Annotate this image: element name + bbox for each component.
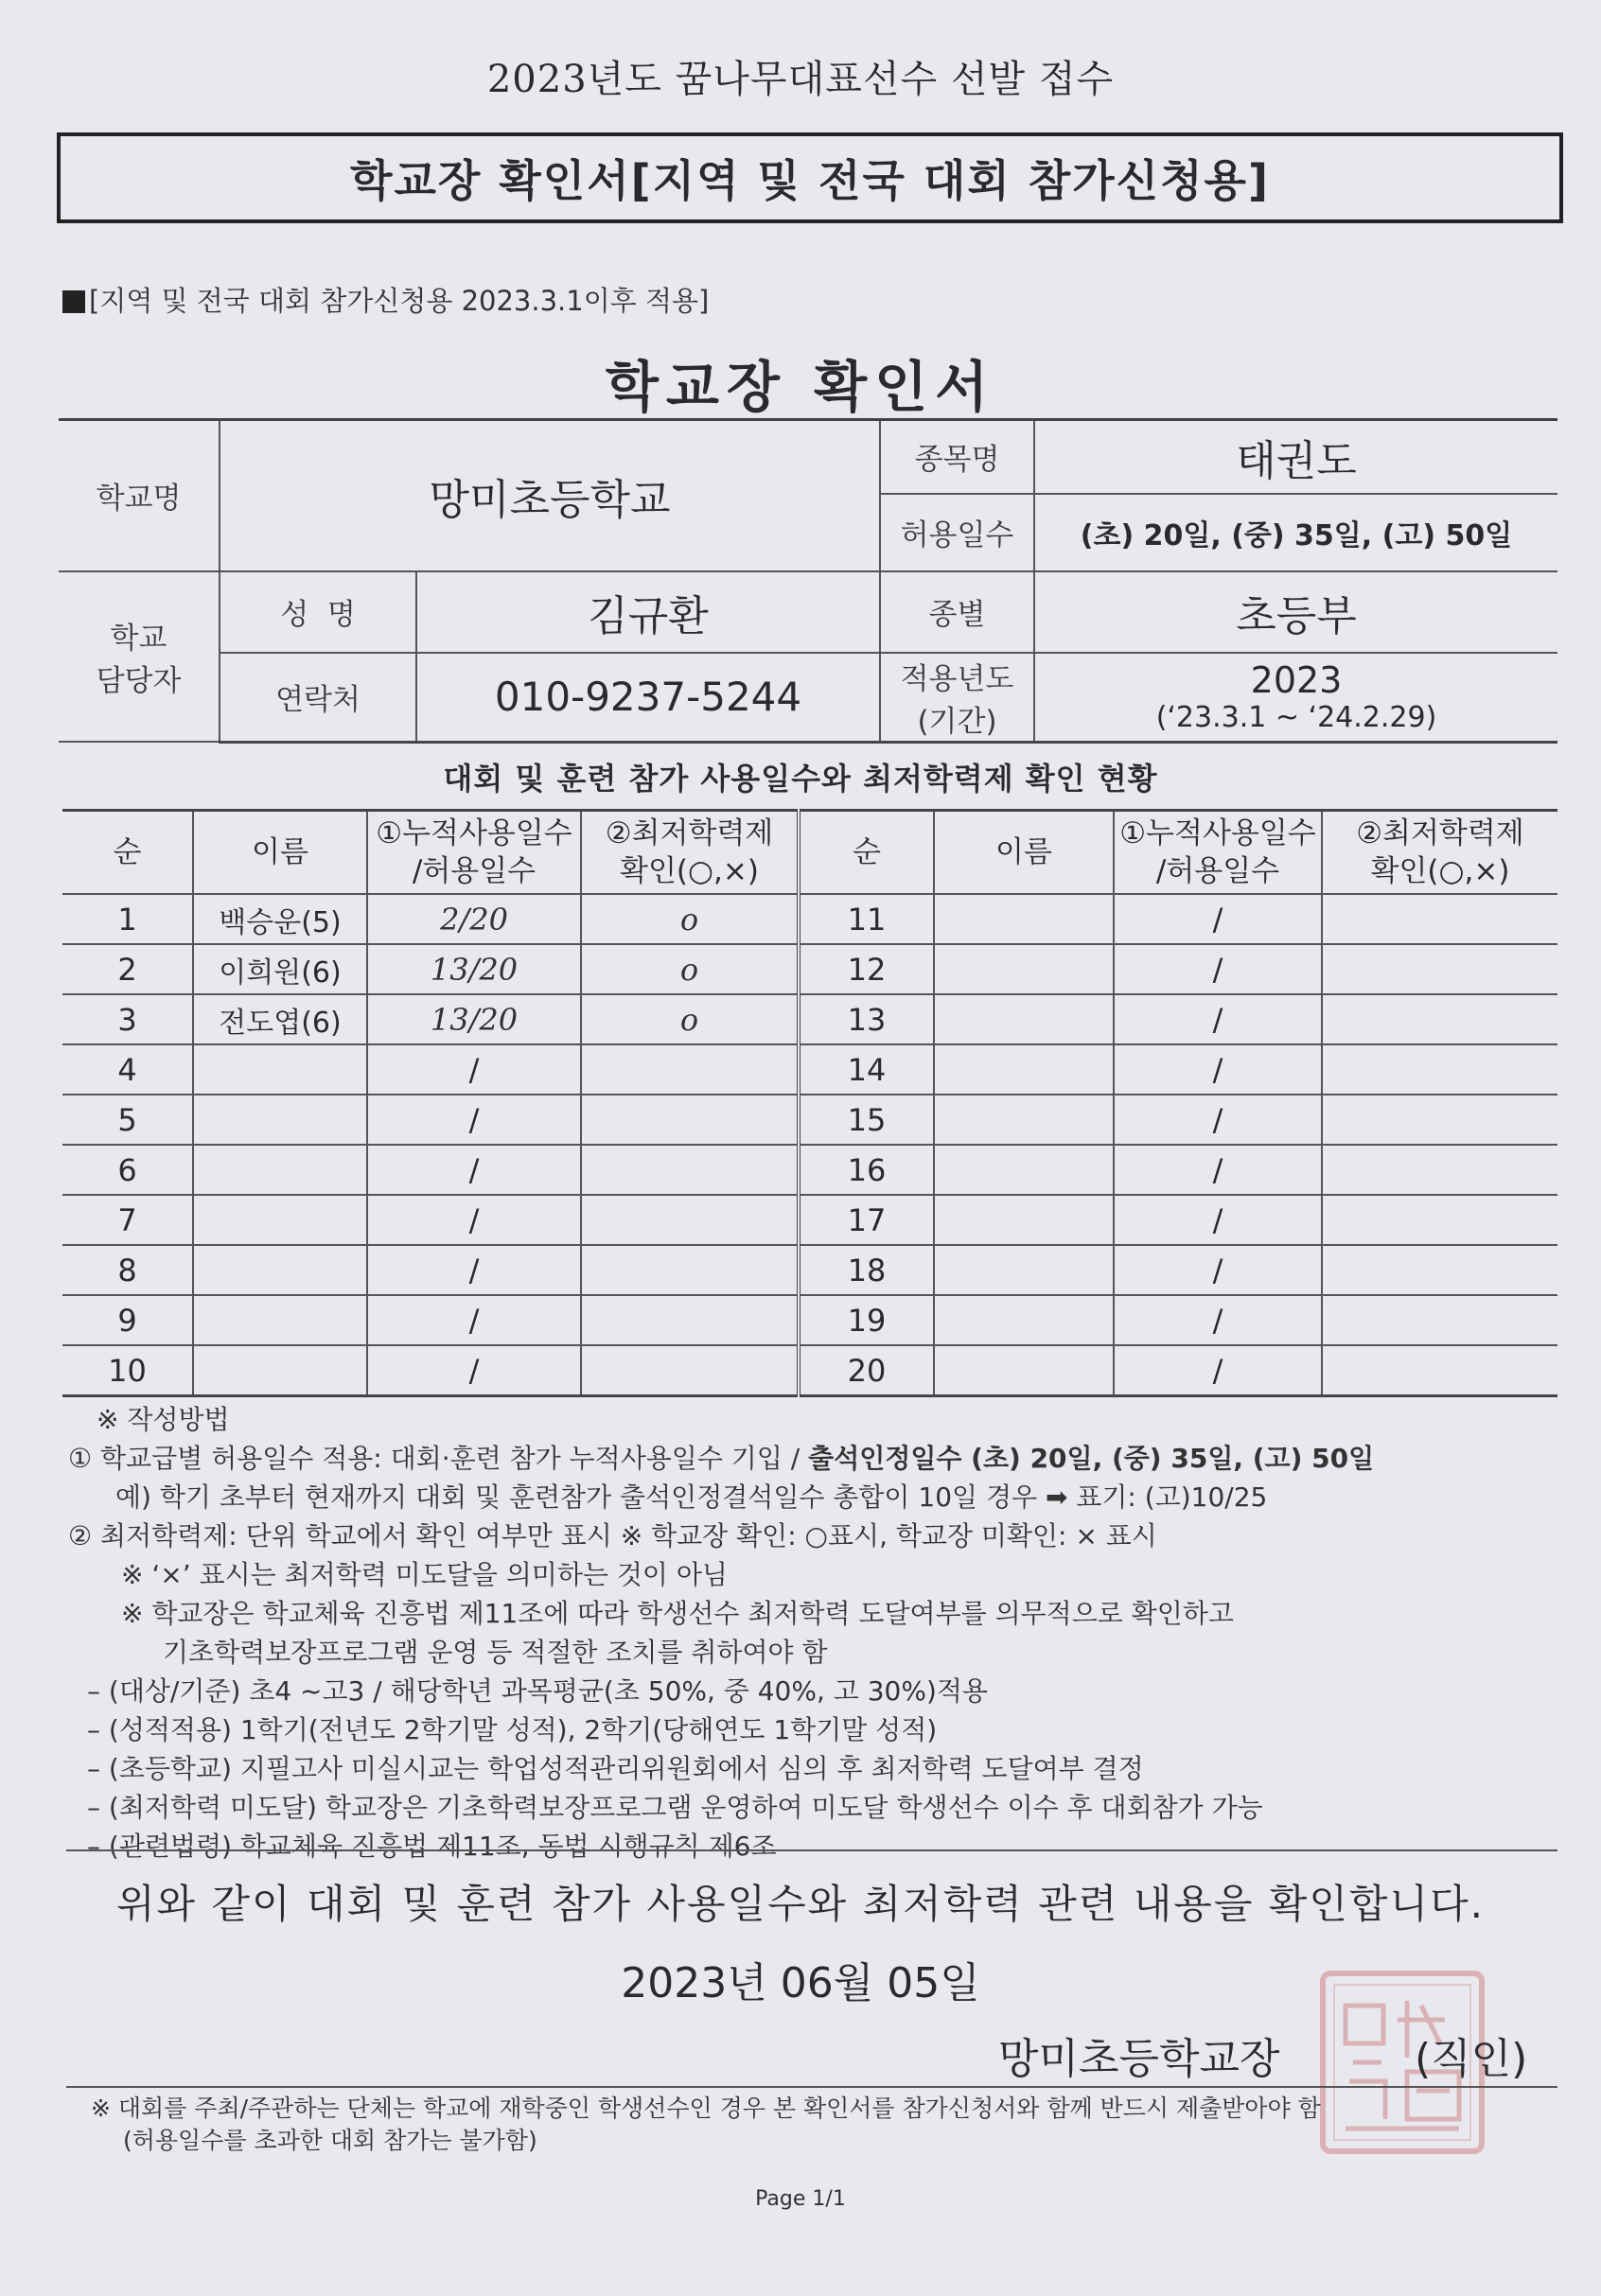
year-label (880, 653, 1034, 743)
academic-check (1322, 1345, 1557, 1396)
manager-label-line2: 담당자 (96, 663, 182, 698)
student-name (934, 1345, 1114, 1396)
days-used: / (367, 1345, 581, 1396)
footer-note (91, 2093, 1321, 2157)
instruction-bullet: – (성적적용) 1학기(전년도 2학기말 성적), 2학기(당해연도 1학기말 성적) (87, 1714, 938, 1745)
student-name: 전도엽(6) (193, 994, 367, 1044)
student-name (934, 1245, 1114, 1295)
days-used: / (367, 1044, 581, 1095)
col-no: 순 (62, 811, 193, 895)
table-row (62, 1095, 1557, 1145)
academic-check (1322, 1195, 1557, 1245)
academic-check: o (581, 994, 799, 1044)
academic-check (581, 1295, 799, 1345)
row-number: 13 (799, 994, 934, 1044)
school-name-label: 학교명 (59, 420, 220, 571)
row-number: 19 (799, 1295, 934, 1345)
row-number: 1 (62, 894, 193, 944)
col-academic-line1: ②최저학력제 (605, 816, 774, 850)
roster-header-row (62, 811, 1557, 895)
sport-label: 종목명 (880, 420, 1034, 494)
table-row (62, 1245, 1557, 1295)
table-row (62, 894, 1557, 944)
contact-value: 010-9237-5244 (416, 653, 880, 743)
permit-label: 허용일수 (880, 494, 1034, 571)
year-label-line2: (기간) (917, 704, 997, 739)
academic-check (581, 1095, 799, 1145)
academic-check (581, 1345, 799, 1396)
year-cell (1034, 653, 1557, 743)
student-name (934, 1095, 1114, 1145)
col-days-line1: ①누적사용일수 (376, 816, 572, 850)
document-header: 2023년도 꿈나무대표선수 선발 접수 (486, 58, 1115, 101)
row-number: 17 (799, 1195, 934, 1245)
days-used: / (1114, 1145, 1322, 1195)
seal-label: (직인) (1415, 2035, 1528, 2083)
col-days (367, 811, 581, 895)
student-name (193, 1195, 367, 1245)
row-number: 10 (62, 1345, 193, 1396)
row-number: 3 (62, 994, 193, 1044)
page-number: Page 1/1 (755, 2187, 846, 2211)
row-number: 18 (799, 1245, 934, 1295)
table-row (62, 994, 1557, 1044)
academic-check (1322, 1095, 1557, 1145)
days-used: / (1114, 1044, 1322, 1095)
student-name (934, 1145, 1114, 1195)
student-name (193, 1044, 367, 1095)
table-row (62, 1195, 1557, 1245)
col-academic-line2: 확인(○,×) (620, 854, 759, 888)
square-bullet-icon (62, 290, 85, 313)
instruction-1 (68, 1439, 1544, 1478)
days-used: / (1114, 1295, 1322, 1345)
academic-check (581, 1044, 799, 1095)
manager-label (59, 571, 220, 743)
academic-check (1322, 994, 1557, 1044)
main-title: 학교장 확인서 (605, 355, 996, 419)
row-number: 4 (62, 1044, 193, 1095)
row-number: 15 (799, 1095, 934, 1145)
academic-check: o (581, 944, 799, 994)
row-number: 6 (62, 1145, 193, 1195)
instruction-2: ② 최저학력제: 단위 학교에서 확인 여부만 표시 ※ 학교장 확인: ○표시, 학교장 미확인: × 표시 (68, 1520, 1157, 1551)
year-value: 2023 (1250, 659, 1343, 701)
academic-check (1322, 1044, 1557, 1095)
boxed-title (57, 132, 1563, 223)
year-label-line1: 적용년도 (900, 661, 1014, 696)
col-academic (581, 811, 799, 895)
academic-check (1322, 1145, 1557, 1195)
days-used: / (1114, 1195, 1322, 1245)
days-used: 13/20 (367, 994, 581, 1044)
row-number: 20 (799, 1345, 934, 1396)
academic-check (1322, 944, 1557, 994)
days-used: / (1114, 1345, 1322, 1396)
col-name: 이름 (193, 811, 367, 895)
student-name (934, 1195, 1114, 1245)
col-days-right-line2: /허용일수 (1155, 854, 1280, 888)
applicability-note (62, 280, 709, 319)
days-used: / (367, 1145, 581, 1195)
table-row (62, 944, 1557, 994)
applicability-note-text: [지역 및 전국 대회 참가신청용 2023.3.1이후 적용] (89, 285, 710, 317)
days-used: / (367, 1295, 581, 1345)
table-row (62, 1145, 1557, 1195)
student-name (193, 1095, 367, 1145)
table-row (62, 1295, 1557, 1345)
academic-check (1322, 894, 1557, 944)
manager-label-line1: 학교 (110, 621, 167, 656)
instruction-note-1: ※ ‘×’ 표시는 최저학력 미도달을 의미하는 것이 아님 (121, 1559, 728, 1590)
footer-divider (66, 2086, 1557, 2088)
instructions (68, 1400, 1544, 1866)
instructions-heading: ※ 작성방법 (97, 1404, 230, 1435)
days-used: / (1114, 944, 1322, 994)
info-table (59, 418, 1557, 744)
col-days-right (1114, 811, 1322, 895)
instruction-1-text: ① 학교급별 허용일수 적용: 대회·훈련 참가 누적사용일수 기입 / (68, 1443, 809, 1474)
student-name (934, 1044, 1114, 1095)
academic-check (581, 1195, 799, 1245)
student-name (193, 1145, 367, 1195)
school-name: 망미초등학교 (220, 420, 880, 571)
row-number: 5 (62, 1095, 193, 1145)
student-name (193, 1245, 367, 1295)
confirmation-date: 2023년 06월 05일 (621, 1959, 980, 2007)
student-name (193, 1295, 367, 1345)
student-name: 백승운(5) (193, 894, 367, 944)
row-number: 8 (62, 1245, 193, 1295)
manager-name: 김규환 (416, 571, 880, 653)
row-number: 12 (799, 944, 934, 994)
academic-check (1322, 1245, 1557, 1295)
roster-heading: 대회 및 훈련 참가 사용일수와 최저학력제 확인 현황 (443, 761, 1158, 797)
confirmation-statement: 위와 같이 대회 및 훈련 참가 사용일수와 최저학력 관련 내용을 확인합니다. (115, 1881, 1486, 1927)
division-label: 종별 (880, 571, 1034, 653)
instruction-example: 예) 학기 초부터 현재까지 대회 및 훈련참가 출석인정결석일수 총합이 10일 경우 ➡ 표기: (고)10/25 (115, 1481, 1268, 1513)
academic-check (581, 1245, 799, 1295)
instruction-note-3: 기초학력보장프로그램 운영 등 적절한 조치를 취하여야 함 (163, 1637, 828, 1668)
academic-check: o (581, 894, 799, 944)
days-used: / (1114, 894, 1322, 944)
row-number: 16 (799, 1145, 934, 1195)
academic-check (1322, 1295, 1557, 1345)
instruction-1-emphasis: 출석인정일수 (초) 20일, (중) 35일, (고) 50일 (808, 1443, 1375, 1474)
table-row (62, 1044, 1557, 1095)
instruction-bullet: – (관련법령) 학교체육 진흥법 제11조, 동법 시행규칙 제6조 (87, 1831, 777, 1862)
days-used: 2/20 (367, 894, 581, 944)
academic-check (581, 1145, 799, 1195)
footer-note-line1: ※ 대회를 주최/주관하는 단체는 학교에 재학중인 학생선수인 경우 본 확인서를 참가신청서와 함께 반드시 제출받아야 함 (91, 2094, 1321, 2122)
student-name (934, 994, 1114, 1044)
days-used: / (1114, 994, 1322, 1044)
divider-line (66, 1849, 1557, 1851)
row-number: 7 (62, 1195, 193, 1245)
principal-name: 망미초등학교장 (998, 2035, 1280, 2083)
col-academic-right-line2: 확인(○,×) (1370, 854, 1510, 888)
instruction-bullet: – (최저학력 미도달) 학교장은 기초학력보장프로그램 운영하여 미도달 학생선수 이수 후 대회참가 가능 (87, 1792, 1263, 1823)
boxed-title-text: 학교장 확인서[지역 및 전국 대회 참가신청용] (350, 155, 1270, 206)
days-used: / (367, 1245, 581, 1295)
division-value: 초등부 (1034, 571, 1557, 653)
student-name (934, 1295, 1114, 1345)
days-used: / (1114, 1245, 1322, 1295)
col-academic-right (1322, 811, 1557, 895)
row-number: 11 (799, 894, 934, 944)
period-value: (‘23.3.1 ~ ‘24.2.29) (1155, 701, 1437, 734)
days-used: / (1114, 1095, 1322, 1145)
col-days-line2: /허용일수 (412, 854, 537, 888)
manager-name-label: 성 명 (220, 571, 416, 653)
col-academic-right-line1: ②최저학력제 (1356, 816, 1524, 850)
days-used: / (367, 1195, 581, 1245)
instruction-bullet: – (대상/기준) 초4 ~고3 / 해당학년 과목평균(초 50%, 중 40%, 고 30%)적용 (87, 1675, 988, 1707)
contact-label: 연락처 (220, 653, 416, 743)
col-days-right-line1: ①누적사용일수 (1119, 816, 1316, 850)
table-row (62, 1345, 1557, 1396)
days-used: / (367, 1095, 581, 1145)
row-number: 9 (62, 1295, 193, 1345)
sport-value: 태권도 (1034, 420, 1557, 494)
student-name (934, 894, 1114, 944)
col-name-right: 이름 (934, 811, 1114, 895)
row-number: 14 (799, 1044, 934, 1095)
student-name: 이희원(6) (193, 944, 367, 994)
roster-table (62, 809, 1557, 1397)
row-number: 2 (62, 944, 193, 994)
col-no-right: 순 (799, 811, 934, 895)
permit-value: (초) 20일, (중) 35일, (고) 50일 (1034, 494, 1557, 571)
student-name (934, 944, 1114, 994)
instruction-note-2: ※ 학교장은 학교체육 진흥법 제11조에 따라 학생선수 최저학력 도달여부를 의무적으로 확인하고 (121, 1598, 1234, 1629)
instruction-bullet: – (초등학교) 지필고사 미실시교는 학업성적관리위원회에서 심의 후 최저학력 도달여부 결정 (87, 1753, 1144, 1784)
student-name (193, 1345, 367, 1396)
days-used: 13/20 (367, 944, 581, 994)
footer-note-line2: (허용일수를 초과한 대회 참가는 불가함) (123, 2127, 537, 2154)
